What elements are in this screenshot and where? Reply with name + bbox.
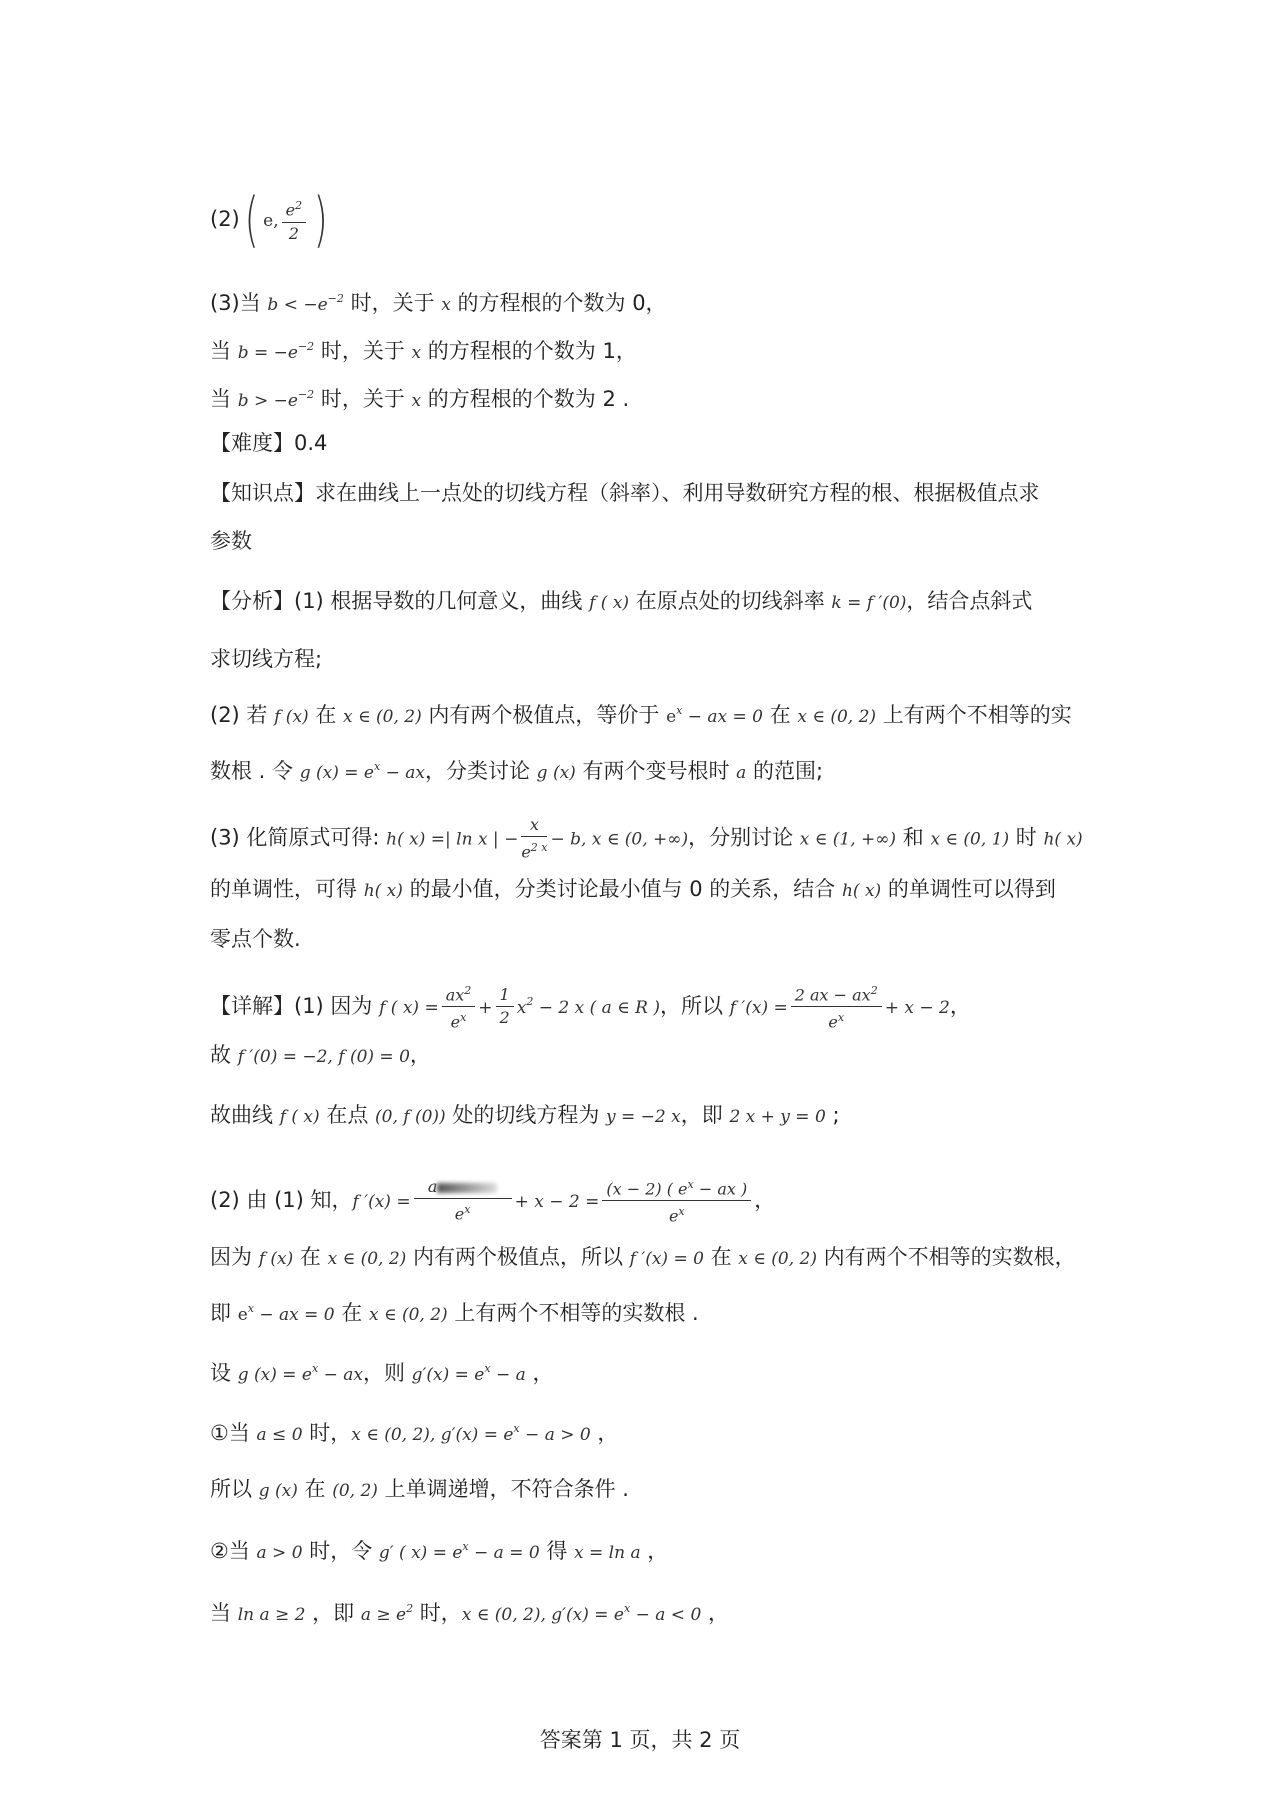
left-paren: ( bbox=[244, 185, 259, 255]
detail-d10: ②当 a > 0 时，令 g′ ( $x) = e^x - a = 0$ 得 x = ln a ， bbox=[210, 1539, 669, 1563]
detail-d5: 因为 f (x) 在 x ∈ (0, 2) 内有两个极值点，所以 f ′(x) = 0 在 x ∈ (0, 2) 内有两个不相等的实数根， bbox=[210, 1245, 1076, 1269]
right-paren: ) bbox=[313, 185, 328, 255]
derivative-fraction: $\frac{2 ax - ax^2}{e^x}$ bbox=[791, 980, 882, 1034]
detail-d4: (2) 由 (1) 知，f ′(x) = $\frac{a}{e^x}$ + x − 2 = $\frac{(x - 2) ( e^x - ax )}{e^x}$ ， bbox=[210, 1174, 1090, 1228]
blurred-fraction: $\frac{a}{e^x}$ bbox=[414, 1176, 512, 1225]
detail-d1: 【详解】(1) 因为 f ( x) = $\frac{ax^2}{e^x}$ + $\frac{1}{2}$ $x^2 - 2$ x ( a ∈ R )，所以 f ′(x) = $\frac{2 ax - ax^2}{e^x}$ + x − 2， bbox=[210, 980, 1090, 1034]
part3-line1: (3)当 $b < -e^{-2}$ 时，关于 x 的方程根的个数为 0， bbox=[210, 291, 667, 315]
analysis-p1: 【分析】(1) 根据导数的几何意义，曲线 f ( x) 在原点处的切线斜率 k = f ′(0)，结合点斜式 bbox=[210, 589, 1033, 613]
analysis-p3-cont: 的单调性，可得 h( x) 的最小值，分类讨论最小值与 0 的关系，结合 h( x) 的单调性可以得到 bbox=[210, 877, 1056, 901]
one-half: $\frac{1}{2}$ bbox=[496, 984, 514, 1029]
analysis-p1-cont: 求切线方程; bbox=[210, 647, 323, 671]
detail-d11: 当 ln a ≥ 2 ，即 $a \ge e^2$ 时，x ∈ (0, 2), $g'(x) = e^x - a < 0$ ， bbox=[210, 1601, 729, 1625]
detail-d9: 所以 g (x) 在 (0, 2) 上单调递增，不符合条件 . bbox=[210, 1477, 629, 1501]
part2-answer: (2)( e, $\frac{e^2}{2}$ ) bbox=[210, 185, 328, 255]
detail-d6: 即 $e^x$ − ax = 0 在 x ∈ (0, 2) 上有两个不相等的实数根 . bbox=[210, 1301, 699, 1325]
knowledge-line1: 【知识点】求在曲线上一点处的切线方程（斜率）、利用导数研究方程的根、根据极值点求 bbox=[210, 481, 1040, 505]
ax2-over-ex: $\frac{ax^2}{e^x}$ bbox=[442, 980, 476, 1034]
detail-d3: 故曲线 f ( x) 在点 (0, f (0)) 处的切线方程为 y = −2 x，即 2 x + y = 0 ; bbox=[210, 1103, 840, 1127]
page-footer: 答案第 1 页，共 2 页 bbox=[539, 1728, 741, 1752]
analysis-p3-end: 零点个数. bbox=[210, 927, 301, 951]
e-squared-over-2: $\frac{e^2}{2}$ bbox=[282, 195, 306, 244]
analysis-p2: (2) 若 f (x) 在 x ∈ (0, 2) 内有两个极值点，等价于 $e^x$ − ax = 0 在 x ∈ (0, 2) 上有两个不相等的实 bbox=[210, 703, 1072, 727]
x-over-e2x: $\frac{x}{e^{2 x}}$ bbox=[521, 815, 548, 862]
difficulty: 【难度】0.4 bbox=[210, 431, 328, 455]
part3-line3: 当 $b > -e^{-2}$ 时，关于 x 的方程根的个数为 2 . bbox=[210, 387, 630, 411]
part3-line2: 当 $b = -e^{-2}$ 时，关于 x 的方程根的个数为 1， bbox=[210, 339, 637, 363]
detail-d2: 故 f ′(0) = −2, f (0) = 0， bbox=[210, 1043, 431, 1067]
analysis-p3: (3) 化简原式可得: h( x) =| ln x | − $\frac{x}{e^{2 x}}$ − b, x ∈ (0, +∞)，分别讨论 x ∈ (1, +∞) 和 x ∈ (0, 1) 时 h( x) bbox=[210, 815, 1083, 862]
detail-d8: ①当 a ≤ 0 时，x ∈ (0, 2), $g'(x) = e^x - a > 0$ ， bbox=[210, 1421, 619, 1445]
analysis-p2-cont: 数根 . 令 g $(x) = e^x$ − ax，分类讨论 g (x) 有两个变号根时 a 的范围; bbox=[210, 759, 824, 783]
detail-d7: 设 g $(x) = e^x$ − ax，则 $g'(x) = e^x - a$ ， bbox=[210, 1361, 554, 1385]
knowledge-line2: 参数 bbox=[210, 529, 252, 553]
factored-fraction: $\frac{(x - 2) ( e^x - ax )}{e^x}$ bbox=[602, 1174, 751, 1228]
blurred-region bbox=[437, 1183, 497, 1193]
